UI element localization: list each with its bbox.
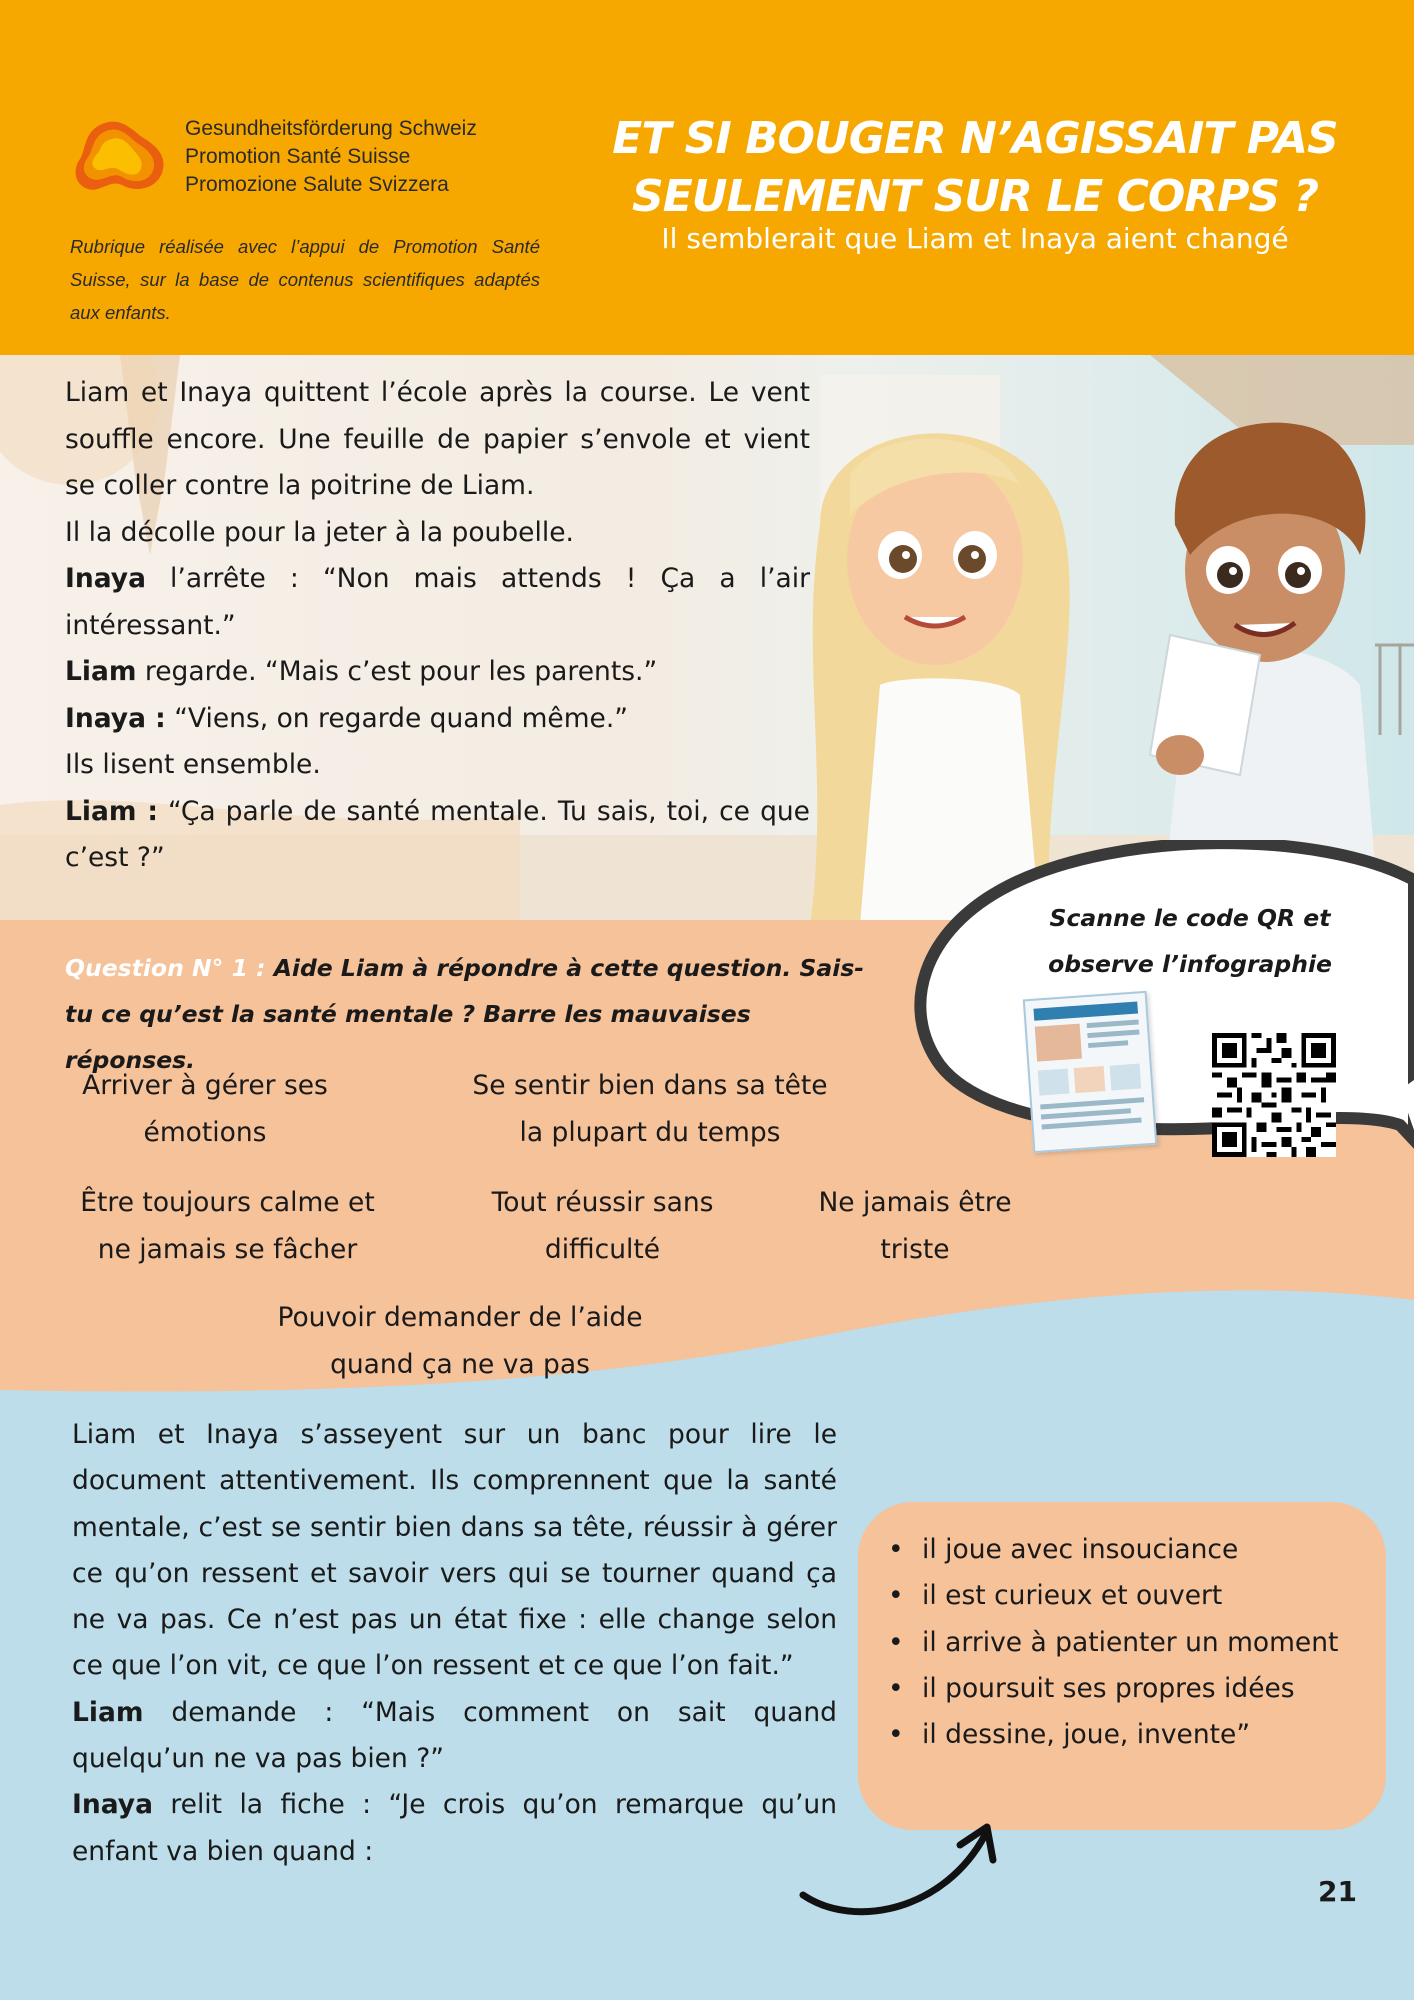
story-part-2	[72, 1412, 837, 1875]
promotion-sante-logo	[70, 115, 170, 200]
dialogue-text: “Viens, on regarde quand même.”	[165, 702, 628, 734]
option-line: triste	[880, 1233, 950, 1265]
story1-dialogue-inaya-1	[65, 556, 810, 649]
organization-names	[185, 115, 477, 199]
answer-option[interactable]	[230, 1295, 690, 1388]
qr-instruction-line-1: Scanne le code QR et	[1049, 904, 1331, 932]
story2-dialogue-liam	[72, 1690, 837, 1783]
infographic-thumbnail	[1023, 991, 1157, 1153]
speaker-liam: Liam	[65, 656, 137, 687]
list-item: • il est curieux et ouvert	[870, 1573, 1380, 1619]
curved-arrow-icon	[795, 1815, 1010, 1925]
option-line: difficulté	[544, 1233, 661, 1265]
story-part-1	[65, 370, 810, 882]
option-line: Se sentir bien dans sa tête	[472, 1070, 828, 1101]
answer-option[interactable]	[55, 1063, 355, 1156]
speaker-liam: Liam :	[65, 795, 158, 827]
infographic-icon	[1025, 993, 1155, 1151]
option-line: émotions	[143, 1116, 267, 1148]
answer-option[interactable]	[440, 1180, 765, 1273]
dialogue-text: demande : “Mais comment on sait quand quelqu’un ne va pas bien ?”	[72, 1696, 837, 1775]
answer-option[interactable]	[430, 1063, 870, 1156]
dialogue-text: regarde. “Mais c’est pour les parents.”	[136, 656, 658, 687]
option-line: ne jamais se fâcher	[97, 1233, 358, 1265]
story2-paragraph: Liam et Inaya s’asseyent sur un banc pour lire le document attentivement. Ils comprennent que la santé mentale, c’est se sentir bien dans sa tête, réussir à gérer ce qu’on ressent et savoir vers qui se tourner quand ça ne va pas. Ce n’est pas un état fixe : elle change selon ce que l’on vit, ce que l’on ressent et ce que l’on fait.”	[72, 1419, 837, 1682]
option-line: quand ça ne va pas	[330, 1348, 590, 1380]
story1-dialogue-inaya-2	[65, 696, 810, 743]
qr-instruction-line-2: observe l’infographie	[1048, 950, 1332, 978]
page-title	[560, 110, 1390, 226]
qr-code-icon[interactable]	[1212, 1033, 1336, 1157]
speaker-inaya: Inaya	[65, 563, 146, 594]
option-line: Ne jamais être	[818, 1187, 1012, 1218]
story1-line-2: Il la décolle pour la jeter à la poubelle.	[65, 516, 574, 548]
title-line-2: SEULEMENT SUR LE CORPS ?	[632, 171, 1318, 222]
qr-instruction	[1000, 895, 1380, 987]
option-line: Être toujours calme et	[80, 1187, 375, 1218]
page-subtitle: Il semblerait que Liam et Inaya aient changé	[661, 222, 1289, 255]
org-name-fr: Promotion Santé Suisse	[185, 145, 411, 168]
speaker-liam: Liam	[72, 1696, 144, 1728]
speaker-inaya: Inaya :	[65, 702, 166, 734]
org-name-de: Gesundheitsförderung Schweiz	[185, 117, 477, 140]
story2-dialogue-inaya	[72, 1782, 837, 1875]
story1-intro: Liam et Inaya quittent l’école après la course. Le vent souffle encore. Une feuille de papier s’envole et vient se coller contre la poitrine de Liam.	[65, 377, 810, 501]
answer-option[interactable]	[780, 1180, 1050, 1273]
question-text: Aide Liam à répondre à cette question. Sais-tu ce qu’est la santé mentale ? Barre les mauvaises réponses.	[65, 954, 865, 1074]
option-line: la plupart du temps	[519, 1116, 781, 1148]
dialogue-text: relit la fiche : “Je crois qu’on remarque qu’un enfant va bien quand :	[72, 1789, 837, 1867]
question-label: Question N° 1 :	[65, 954, 266, 982]
speaker-inaya: Inaya	[72, 1789, 153, 1821]
page-number: 21	[1318, 1875, 1357, 1908]
dialogue-text: “Ça parle de santé mentale. Tu sais, toi, ce que c’est ?”	[65, 795, 810, 873]
option-line: Arriver à gérer ses	[82, 1070, 328, 1101]
list-item: • il dessine, joue, invente”	[870, 1712, 1380, 1758]
wellbeing-signs-list	[870, 1527, 1380, 1758]
list-item: • il joue avec insouciance	[870, 1527, 1380, 1573]
story1-line-6: Ils lisent ensemble.	[65, 749, 321, 780]
option-line: Pouvoir demander de l’aide	[277, 1302, 643, 1333]
story1-dialogue-liam-2	[65, 789, 810, 882]
rubrique-note: Rubrique réalisée avec l’appui de Promotion Santé Suisse, sur la base de contenus scientifiques adaptés aux enfants.	[70, 236, 540, 323]
list-item: • il poursuit ses propres idées	[870, 1666, 1380, 1712]
option-line: Tout réussir sans	[491, 1187, 714, 1218]
answer-option[interactable]	[45, 1180, 410, 1273]
dialogue-text: l’arrête : “Non mais attends ! Ça a l’air intéressant.”	[65, 563, 810, 641]
story1-dialogue-liam-1	[65, 649, 810, 696]
list-item: • il arrive à patienter un moment	[870, 1620, 1380, 1666]
org-name-it: Promozione Salute Svizzera	[185, 173, 449, 196]
title-line-1: ET SI BOUGER N’AGISSAIT PAS	[612, 113, 1338, 164]
